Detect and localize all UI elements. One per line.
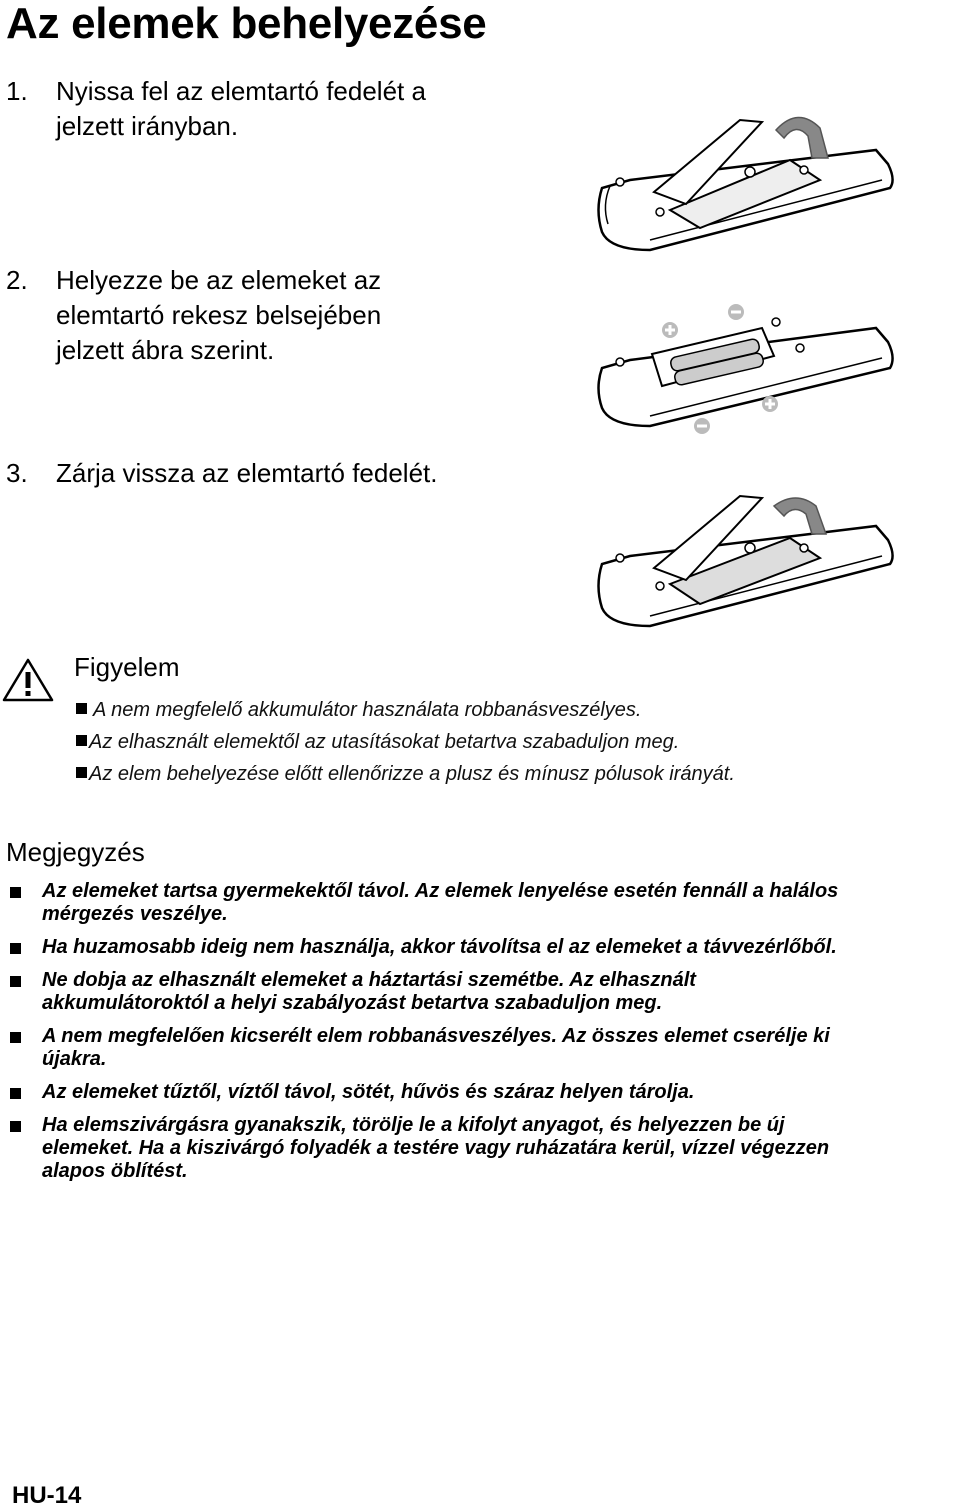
curved-arrow-icon	[774, 498, 826, 534]
plus-polarity-icon	[762, 396, 778, 412]
warning-item: A nem megfelelő akkumulátor használata robbanásveszélyes.	[76, 697, 641, 723]
warning-triangle-icon	[2, 657, 54, 703]
curved-arrow-icon	[776, 117, 828, 158]
step-number: 2.	[6, 265, 28, 295]
step-text: Helyezze be az elemeket az elemtartó rekesz belsejében jelzett ábra szerint.	[56, 265, 382, 365]
minus-polarity-icon	[728, 304, 744, 320]
square-bullet-icon	[10, 1032, 21, 1043]
note-list	[6, 880, 960, 1193]
remote-batteries-figure	[590, 298, 900, 438]
note-item: Az elemeket tűztől, víztől távol, sötét, hűvös és száraz helyen tárolja.	[6, 1081, 960, 1104]
step-2	[6, 263, 381, 368]
step-1	[6, 74, 426, 144]
note-title: Megjegyzés	[6, 837, 145, 867]
step-number: 3.	[6, 458, 28, 488]
plus-polarity-icon	[662, 322, 678, 338]
warning-item: Az elem behelyezése előtt ellenőrizze a plusz és mínusz pólusok irányát.	[76, 761, 735, 787]
note-item: Ha elemszivárgásra gyanakszik, törölje le a kifolyt anyagot, és helyezzen be új elemeket. Ha a kiszivárgó folyadék a testére vagy ruházatára kerül, vízzel végezzen alapos öblítést.	[6, 1114, 960, 1183]
square-bullet-icon	[10, 943, 21, 954]
page-number: HU-14	[12, 1482, 82, 1509]
step-text: Nyissa fel az elemtartó fedelét a jelzett irányban.	[56, 76, 426, 141]
remote-open-cover-figure	[590, 100, 900, 260]
warning-title: Figyelem	[74, 652, 180, 682]
square-bullet-icon	[10, 1121, 21, 1132]
note-item: Ne dobja az elhasznált elemeket a háztartási szemétbe. Az elhasznált akkumulátoroktól a helyi szabályozást betartva szabaduljon meg.	[6, 969, 960, 1015]
square-bullet-icon	[76, 767, 87, 778]
step-3	[6, 456, 438, 491]
square-bullet-icon	[76, 735, 87, 746]
minus-polarity-icon	[694, 418, 710, 434]
note-item: Az elemeket tartsa gyermekektől távol. Az elemek lenyelése esetén fennáll a halálos mérgezés veszélye.	[6, 880, 960, 926]
square-bullet-icon	[10, 887, 21, 898]
page-title: Az elemek behelyezése	[6, 0, 487, 48]
note-item: Ha huzamosabb ideig nem használja, akkor távolítsa el az elemeket a távvezérlőből.	[6, 936, 960, 959]
remote-close-cover-figure	[590, 486, 900, 636]
note-item: A nem megfelelően kicserélt elem robbanásveszélyes. Az összes elemet cserélje ki újakra.	[6, 1025, 960, 1071]
square-bullet-icon	[10, 976, 21, 987]
step-number: 1.	[6, 76, 28, 106]
warning-item: Az elhasznált elemektől az utasításokat betartva szabaduljon meg.	[76, 729, 679, 755]
step-text: Zárja vissza az elemtartó fedelét.	[56, 458, 438, 488]
square-bullet-icon	[76, 703, 87, 714]
square-bullet-icon	[10, 1088, 21, 1099]
